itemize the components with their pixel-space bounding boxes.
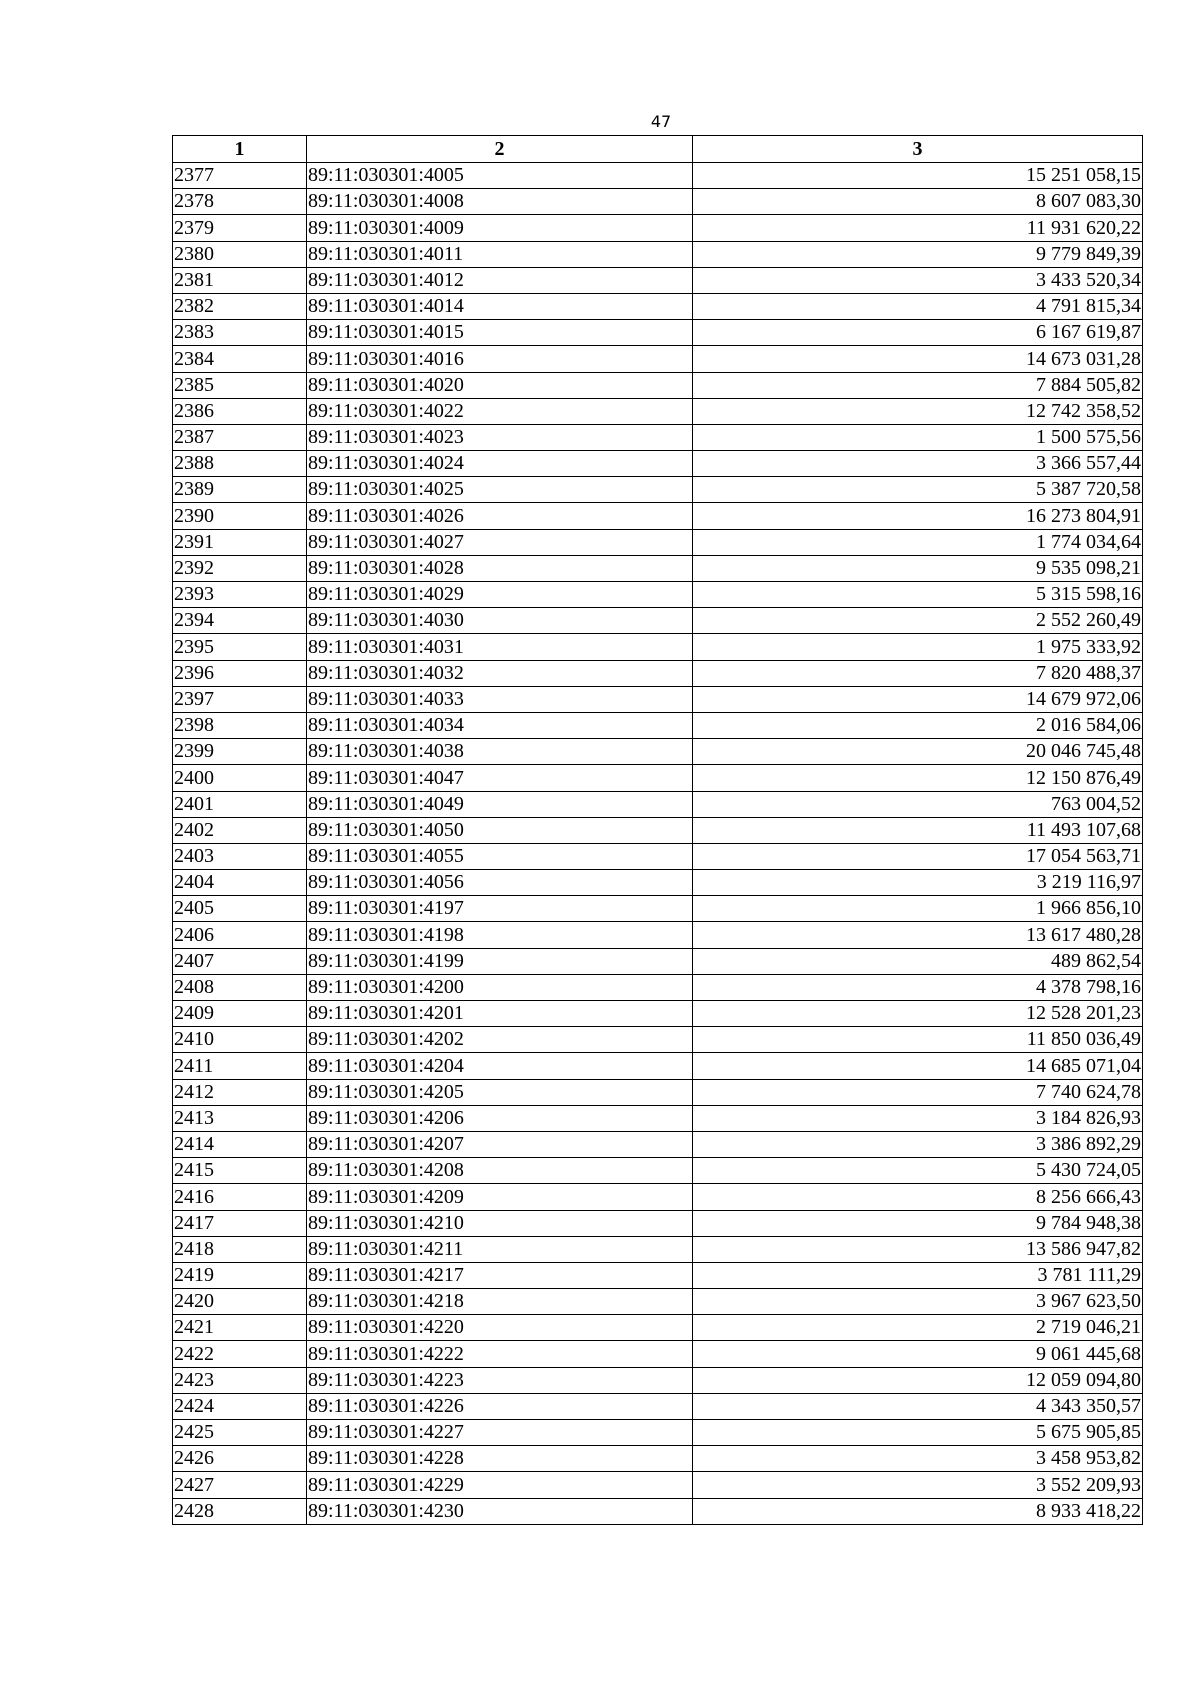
cadastral-number-cell: 89:11:030301:4027 (307, 529, 693, 555)
cadastral-value-cell: 1 500 575,56 (693, 424, 1143, 450)
cadastral-value-cell: 14 673 031,28 (693, 346, 1143, 372)
cadastral-number-cell: 89:11:030301:4202 (307, 1027, 693, 1053)
cadastral-number-cell: 89:11:030301:4205 (307, 1079, 693, 1105)
page-number: 47 (650, 112, 672, 131)
cadastral-number-cell: 89:11:030301:4208 (307, 1158, 693, 1184)
cadastral-number-cell: 89:11:030301:4198 (307, 922, 693, 948)
row-number-cell: 2386 (173, 398, 307, 424)
row-number-cell: 2398 (173, 712, 307, 738)
cadastral-number-cell: 89:11:030301:4222 (307, 1341, 693, 1367)
table-row (173, 241, 1143, 267)
cadastral-value-cell: 8 933 418,22 (693, 1498, 1143, 1524)
cadastral-number-cell: 89:11:030301:4210 (307, 1210, 693, 1236)
row-number-cell: 2421 (173, 1315, 307, 1341)
table-row (173, 765, 1143, 791)
table-row (173, 896, 1143, 922)
cadastral-number-cell: 89:11:030301:4014 (307, 293, 693, 319)
table-row (173, 320, 1143, 346)
table-row (173, 1079, 1143, 1105)
row-number-cell: 2389 (173, 477, 307, 503)
cadastral-number-cell: 89:11:030301:4015 (307, 320, 693, 346)
cadastral-value-cell: 3 967 623,50 (693, 1289, 1143, 1315)
table-row (173, 1027, 1143, 1053)
cadastral-number-cell: 89:11:030301:4218 (307, 1289, 693, 1315)
row-number-cell: 2406 (173, 922, 307, 948)
cadastral-number-cell: 89:11:030301:4009 (307, 215, 693, 241)
row-number-cell: 2393 (173, 582, 307, 608)
row-number-cell: 2381 (173, 267, 307, 293)
table-row (173, 1105, 1143, 1131)
cadastral-number-cell: 89:11:030301:4022 (307, 398, 693, 424)
row-number-cell: 2413 (173, 1105, 307, 1131)
cadastral-number-cell: 89:11:030301:4008 (307, 189, 693, 215)
row-number-cell: 2399 (173, 739, 307, 765)
cadastral-value-cell: 3 433 520,34 (693, 267, 1143, 293)
row-number-cell: 2410 (173, 1027, 307, 1053)
row-number-cell: 2422 (173, 1341, 307, 1367)
cadastral-number-cell: 89:11:030301:4024 (307, 451, 693, 477)
cadastral-value-cell: 12 742 358,52 (693, 398, 1143, 424)
row-number-cell: 2397 (173, 686, 307, 712)
row-number-cell: 2408 (173, 974, 307, 1000)
cadastral-value-cell: 3 552 209,93 (693, 1472, 1143, 1498)
table-body (173, 163, 1143, 1525)
cadastral-value-cell: 14 679 972,06 (693, 686, 1143, 712)
row-number-cell: 2405 (173, 896, 307, 922)
cadastral-value-cell: 12 150 876,49 (693, 765, 1143, 791)
row-number-cell: 2377 (173, 163, 307, 189)
table-row (173, 1341, 1143, 1367)
row-number-cell: 2415 (173, 1158, 307, 1184)
cadastral-number-cell: 89:11:030301:4049 (307, 791, 693, 817)
cadastral-number-cell: 89:11:030301:4034 (307, 712, 693, 738)
table-row (173, 922, 1143, 948)
cadastral-number-cell: 89:11:030301:4012 (307, 267, 693, 293)
cadastral-value-cell: 9 061 445,68 (693, 1341, 1143, 1367)
cadastral-value-cell: 763 004,52 (693, 791, 1143, 817)
cadastral-number-cell: 89:11:030301:4033 (307, 686, 693, 712)
column-header-cadastral-number: 2 (307, 136, 693, 163)
table-row (173, 398, 1143, 424)
cadastral-number-cell: 89:11:030301:4206 (307, 1105, 693, 1131)
cadastral-value-cell: 7 740 624,78 (693, 1079, 1143, 1105)
cadastral-value-cell: 4 343 350,57 (693, 1393, 1143, 1419)
cadastral-number-cell: 89:11:030301:4207 (307, 1131, 693, 1157)
cadastral-value-cell: 3 366 557,44 (693, 451, 1143, 477)
cadastral-number-cell: 89:11:030301:4011 (307, 241, 693, 267)
column-header-number: 1 (173, 136, 307, 163)
table-row (173, 1498, 1143, 1524)
cadastral-value-cell: 11 931 620,22 (693, 215, 1143, 241)
cadastral-value-cell: 8 607 083,30 (693, 189, 1143, 215)
row-number-cell: 2387 (173, 424, 307, 450)
row-number-cell: 2412 (173, 1079, 307, 1105)
table-row (173, 1001, 1143, 1027)
cadastral-value-cell: 17 054 563,71 (693, 843, 1143, 869)
cadastral-value-cell: 1 774 034,64 (693, 529, 1143, 555)
row-number-cell: 2427 (173, 1472, 307, 1498)
cadastral-value-cell: 5 387 720,58 (693, 477, 1143, 503)
row-number-cell: 2379 (173, 215, 307, 241)
table-row (173, 1289, 1143, 1315)
row-number-cell: 2401 (173, 791, 307, 817)
row-number-cell: 2380 (173, 241, 307, 267)
cadastral-number-cell: 89:11:030301:4230 (307, 1498, 693, 1524)
row-number-cell: 2378 (173, 189, 307, 215)
cadastral-value-cell: 5 315 598,16 (693, 582, 1143, 608)
row-number-cell: 2414 (173, 1131, 307, 1157)
cadastral-number-cell: 89:11:030301:4211 (307, 1236, 693, 1262)
cadastral-value-cell: 4 378 798,16 (693, 974, 1143, 1000)
row-number-cell: 2396 (173, 660, 307, 686)
table-row (173, 870, 1143, 896)
cadastral-value-cell: 7 884 505,82 (693, 372, 1143, 398)
row-number-cell: 2383 (173, 320, 307, 346)
cadastral-number-cell: 89:11:030301:4226 (307, 1393, 693, 1419)
cadastral-number-cell: 89:11:030301:4209 (307, 1184, 693, 1210)
table-row (173, 739, 1143, 765)
row-number-cell: 2411 (173, 1053, 307, 1079)
table-row (173, 424, 1143, 450)
cadastral-value-table (172, 135, 1143, 1525)
cadastral-value-cell: 489 862,54 (693, 948, 1143, 974)
table-row (173, 1053, 1143, 1079)
cadastral-number-cell: 89:11:030301:4197 (307, 896, 693, 922)
cadastral-number-cell: 89:11:030301:4029 (307, 582, 693, 608)
cadastral-value-cell: 3 219 116,97 (693, 870, 1143, 896)
row-number-cell: 2391 (173, 529, 307, 555)
table-row (173, 1420, 1143, 1446)
table-row (173, 346, 1143, 372)
cadastral-number-cell: 89:11:030301:4220 (307, 1315, 693, 1341)
cadastral-number-cell: 89:11:030301:4055 (307, 843, 693, 869)
cadastral-number-cell: 89:11:030301:4032 (307, 660, 693, 686)
cadastral-value-cell: 4 791 815,34 (693, 293, 1143, 319)
cadastral-number-cell: 89:11:030301:4030 (307, 608, 693, 634)
table-row (173, 451, 1143, 477)
row-number-cell: 2394 (173, 608, 307, 634)
row-number-cell: 2419 (173, 1262, 307, 1288)
cadastral-value-cell: 9 535 098,21 (693, 555, 1143, 581)
cadastral-number-cell: 89:11:030301:4201 (307, 1001, 693, 1027)
cadastral-number-cell: 89:11:030301:4047 (307, 765, 693, 791)
cadastral-number-cell: 89:11:030301:4050 (307, 817, 693, 843)
row-number-cell: 2404 (173, 870, 307, 896)
table-row (173, 372, 1143, 398)
cadastral-number-cell: 89:11:030301:4200 (307, 974, 693, 1000)
cadastral-value-cell: 20 046 745,48 (693, 739, 1143, 765)
table-row (173, 1393, 1143, 1419)
table-row (173, 712, 1143, 738)
cadastral-value-cell: 1 975 333,92 (693, 634, 1143, 660)
row-number-cell: 2425 (173, 1420, 307, 1446)
cadastral-number-cell: 89:11:030301:4016 (307, 346, 693, 372)
row-number-cell: 2402 (173, 817, 307, 843)
table-row (173, 1315, 1143, 1341)
table-row (173, 1262, 1143, 1288)
table-row (173, 267, 1143, 293)
cadastral-number-cell: 89:11:030301:4056 (307, 870, 693, 896)
cadastral-number-cell: 89:11:030301:4028 (307, 555, 693, 581)
cadastral-number-cell: 89:11:030301:4025 (307, 477, 693, 503)
cadastral-number-cell: 89:11:030301:4227 (307, 1420, 693, 1446)
table-row (173, 555, 1143, 581)
cadastral-number-cell: 89:11:030301:4020 (307, 372, 693, 398)
cadastral-number-cell: 89:11:030301:4005 (307, 163, 693, 189)
cadastral-value-cell: 3 184 826,93 (693, 1105, 1143, 1131)
cadastral-number-cell: 89:11:030301:4026 (307, 503, 693, 529)
row-number-cell: 2388 (173, 451, 307, 477)
cadastral-value-cell: 3 781 111,29 (693, 1262, 1143, 1288)
table-row (173, 503, 1143, 529)
table-row (173, 1472, 1143, 1498)
row-number-cell: 2423 (173, 1367, 307, 1393)
table-row (173, 1236, 1143, 1262)
row-number-cell: 2403 (173, 843, 307, 869)
cadastral-value-cell: 2 719 046,21 (693, 1315, 1143, 1341)
row-number-cell: 2382 (173, 293, 307, 319)
cadastral-value-cell: 11 493 107,68 (693, 817, 1143, 843)
cadastral-value-cell: 3 386 892,29 (693, 1131, 1143, 1157)
cadastral-number-cell: 89:11:030301:4204 (307, 1053, 693, 1079)
table-row (173, 477, 1143, 503)
cadastral-value-cell: 7 820 488,37 (693, 660, 1143, 686)
table-row (173, 660, 1143, 686)
table-row (173, 948, 1143, 974)
table-row (173, 189, 1143, 215)
cadastral-value-cell: 3 458 953,82 (693, 1446, 1143, 1472)
cadastral-value-cell: 14 685 071,04 (693, 1053, 1143, 1079)
table-row (173, 163, 1143, 189)
table-row (173, 974, 1143, 1000)
cadastral-value-cell: 15 251 058,15 (693, 163, 1143, 189)
table-row (173, 817, 1143, 843)
table-row (173, 1131, 1143, 1157)
row-number-cell: 2390 (173, 503, 307, 529)
table-row (173, 582, 1143, 608)
cadastral-number-cell: 89:11:030301:4199 (307, 948, 693, 974)
table-row (173, 1210, 1143, 1236)
cadastral-value-cell: 9 784 948,38 (693, 1210, 1143, 1236)
table-row (173, 293, 1143, 319)
table-row (173, 529, 1143, 555)
cadastral-number-cell: 89:11:030301:4229 (307, 1472, 693, 1498)
table-row (173, 215, 1143, 241)
cadastral-value-cell: 8 256 666,43 (693, 1184, 1143, 1210)
cadastral-number-cell: 89:11:030301:4228 (307, 1446, 693, 1472)
cadastral-value-cell: 13 586 947,82 (693, 1236, 1143, 1262)
cadastral-value-cell: 12 528 201,23 (693, 1001, 1143, 1027)
row-number-cell: 2418 (173, 1236, 307, 1262)
row-number-cell: 2409 (173, 1001, 307, 1027)
row-number-cell: 2407 (173, 948, 307, 974)
cadastral-value-cell: 5 430 724,05 (693, 1158, 1143, 1184)
row-number-cell: 2400 (173, 765, 307, 791)
cadastral-number-cell: 89:11:030301:4223 (307, 1367, 693, 1393)
cadastral-number-cell: 89:11:030301:4023 (307, 424, 693, 450)
table-row (173, 791, 1143, 817)
cadastral-value-cell: 9 779 849,39 (693, 241, 1143, 267)
table-row (173, 1446, 1143, 1472)
column-header-value: 3 (693, 136, 1143, 163)
table-header-row (173, 136, 1143, 163)
cadastral-number-cell: 89:11:030301:4217 (307, 1262, 693, 1288)
cadastral-value-cell: 13 617 480,28 (693, 922, 1143, 948)
cadastral-value-cell: 12 059 094,80 (693, 1367, 1143, 1393)
cadastral-number-cell: 89:11:030301:4031 (307, 634, 693, 660)
cadastral-value-cell: 5 675 905,85 (693, 1420, 1143, 1446)
row-number-cell: 2416 (173, 1184, 307, 1210)
row-number-cell: 2424 (173, 1393, 307, 1419)
table-row (173, 843, 1143, 869)
cadastral-value-cell: 2 552 260,49 (693, 608, 1143, 634)
row-number-cell: 2395 (173, 634, 307, 660)
row-number-cell: 2384 (173, 346, 307, 372)
cadastral-number-cell: 89:11:030301:4038 (307, 739, 693, 765)
row-number-cell: 2392 (173, 555, 307, 581)
table-row (173, 1367, 1143, 1393)
cadastral-value-cell: 2 016 584,06 (693, 712, 1143, 738)
table-row (173, 686, 1143, 712)
table-row (173, 1158, 1143, 1184)
row-number-cell: 2426 (173, 1446, 307, 1472)
cadastral-value-cell: 16 273 804,91 (693, 503, 1143, 529)
row-number-cell: 2420 (173, 1289, 307, 1315)
table-row (173, 634, 1143, 660)
row-number-cell: 2428 (173, 1498, 307, 1524)
cadastral-value-cell: 6 167 619,87 (693, 320, 1143, 346)
table-row (173, 608, 1143, 634)
row-number-cell: 2417 (173, 1210, 307, 1236)
row-number-cell: 2385 (173, 372, 307, 398)
cadastral-value-cell: 11 850 036,49 (693, 1027, 1143, 1053)
cadastral-value-cell: 1 966 856,10 (693, 896, 1143, 922)
table-row (173, 1184, 1143, 1210)
